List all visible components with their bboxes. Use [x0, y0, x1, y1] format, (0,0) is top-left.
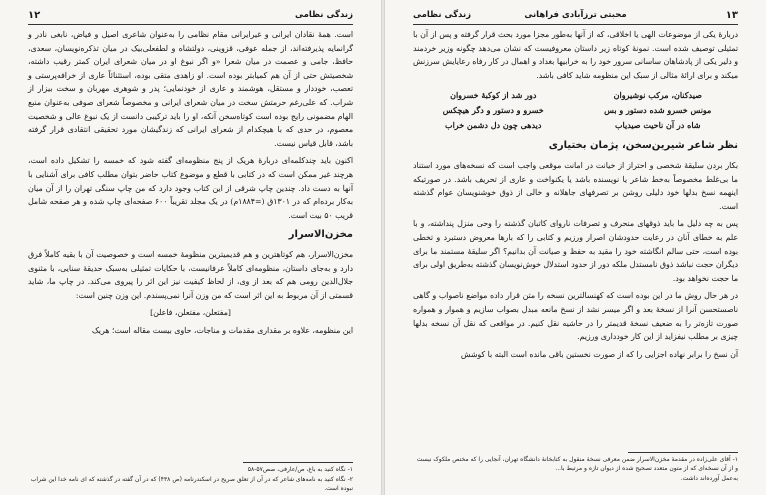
- verse-hemistich: دیدهی چون دل دشمن خراب: [445, 120, 542, 131]
- verse-hemistich: صیدکنان، مرکب نوشیروان: [613, 90, 702, 101]
- left-page: [0, 0, 381, 495]
- paragraph: است. همهٔ نقادان ایرانی و غیرایرانی مقام نظامی را به‌عنوان شاعری اصیل و فیاض، نابغی نادر و گرانمایه پذیرفته‌اند، از جمله عوفی، قزوینی، دولتشاه و لطفعلی‌بیک در میان تذکره‌نویسان، سعدی، حافظ، جامی و عصمت در میان شعرا «و اگر نبوغ او در میان شعرای ایران کمتر رقیب داشته، شخصیتش حتی از آن هم کمیابتر بوده است. او زاهدی متقی بوده، استثنائاً عاری از خرافه‌پرستی و تعصب، خوددار و مستقل، هوشمند و عاری از خودنمایی؛ پدر و شوهری مهربان و سخت بیزار از شراب. که علی‌رغم حرمتش سخت در میان شعرای ایرانی و مخصوصاً شعرای صوفی به‌عنوان منبع الهام مضمونی رایج بوده است کوتاه‌سخن آنکه، او را باید ترکیبی دانست از یک نبوغ عالی و شخصیت معصوم، در حدی که با هیچکدام از شعرای ایرانی که زندگیشان مورد تحقیقی انتقادی قرار گرفته باشد، قابل قیاس نیست.: [28, 30, 353, 148]
- page-header: [28, 8, 353, 22]
- paragraph: مخزن‌الاسرار، هم کوتاهترین و هم قدیمیترین منظومهٔ خمسه است و خصوصیت آن با بقیه کاملاً فرق دارد و به‌جای داستان، منظومه‌ای کاملاً عرفانیست، با حکایات تمثیلی به‌سبک حدیقهٔ سنایی، با مثنوی جلال‌الدین رومی هم که بعد از وی، از لحاظ کیفیت نیز این اثر را پیروی می‌کند. در چاپ ما، شاید قسمتی از آن مربوط به این اثر است که من وزن آنرا نمی‌پسندم. این وزن چنین است:: [28, 249, 353, 300]
- poem-verses: [423, 88, 728, 133]
- section-heading: مخزن‌الاسرار: [288, 229, 353, 241]
- paragraph: این منظومه، علاوه بر مقداری مقدمات و مناجات، حاوی بیست مقاله است؛ هریک: [91, 325, 353, 335]
- page-number: ۱۲: [28, 9, 41, 21]
- page-header: [413, 8, 738, 22]
- paragraph: در هر حال روش ما در این بوده است که کهنسالترین نسخه را متن قرار داده مواضع ناصواب و گاهی ناصستحسن آنرا از نسخهٔ بعد و اگر میسر نشد از نسخ مانعه مبدل بصواب سازیم و هموار و همواره صورت تازه‌تر را به ضعیف نسخهٔ قدیمتر را در حاشیه نقل کنیم. در مواقعی که نقل آن نسخه بدلها چیزی بر مطلب نیفزاید از این کار خودداری ورزیم.: [413, 291, 738, 342]
- paragraph: پس به چه دلیل ما باید ذوقهای منحرف و تصرفات ناروای کاتبان گذشته را وحی منزل پنداشته، و با علم به خطای آنان در رعایت حدودشان اصرار ورزیم و کتابی را که بارها معروض دستبرد و تخطی بوده است، حتی سالم انگاشته خود را مقید به حفظ و صیانت آن بدانیم؟ اگر سلیقهٔ مستمند ما برای دیگران حجت نباشد ذوق نامستدل ملکه دور از حدود استدلال خوش‌نویسان گذشته به‌طریق اولی برای ما حجت نخواهد بود.: [413, 219, 738, 283]
- paragraph: اکنون باید چندکلمه‌ای دربارهٔ هریک از پنج منظومه‌ای گفته شود که خمسه را تشکیل داده است، هرچند غیر ممکن است که در کتابی با قطع و موضوع کتاب حاضر بتوان مطلب کافی برای آشنایی با آنها به دست داد. چندین چاپ شرقی از این کتاب وجود دارد که من چاپ سنگی تهران را از آن میان به‌کار برده‌ام که در ۱۳۰۱ق (=۱۸۸۴م) در یک مجلد تقریباً ۶۰۰ صفحه‌ای چاپ شده و هر صفحه شامل قریب ۵۰ بیت است.: [28, 156, 353, 220]
- page-body: [28, 28, 353, 341]
- footnote-rule: [628, 452, 738, 453]
- verse-hemistich: مونس خسرو شده دستور و بس: [604, 105, 712, 116]
- footnotes: [28, 465, 353, 494]
- page-body: [413, 28, 738, 365]
- footnote: ۱- آقای علی‌زاده در مقدمهٔ مخزن‌الاسرار ضمن معرفی نسخهٔ منقول به کتابخانهٔ دانشگاه تهران، آنجایی را که مختص ملکوک نیست و از آن نسخه‌ای که از متون متعدد تصحیح شده از دیوان تازه و مرتبط با...: [416, 456, 738, 472]
- page-number: ۱۳: [725, 9, 738, 21]
- verse-hemistich: دور شد از کوکبهٔ خسروان: [450, 90, 537, 101]
- running-title: زندگی نظامی: [294, 10, 353, 20]
- footnote: ۲- نگاه کنید به نامه‌های شاعر که در آن از تعلق صریح در اسکندرنامه (ص ۴۳۸) که در آن گفته در گذشته که ای نامه خدا این شراب نبوده است.: [30, 476, 353, 492]
- verse-hemistich: خسرو و دستور و دگر هیچکس: [442, 105, 544, 116]
- footnote: به‌عمل آورده‌اند داشت.: [680, 475, 738, 482]
- verse-hemistich: شاه در آن ناحیت صیدیاب: [615, 120, 701, 131]
- paragraph: بکار بردن سلیقهٔ شخصی و احتراز از خیانت در امانت موقعی واجب است که نسخه‌های مورد استناد ما بی‌غلط مخصوصاً به‌خط شاعر یا نویسنده باشد یا یکنواخت و عاری از تحریف باشد. در صورتیکه اینهمه نسخ بدلها خود دلیلی روشن بر تصرفهای جاهلانه و خالی از ذوق خوشنویسان عوام گذشته است.: [413, 160, 738, 211]
- header-rule: [28, 24, 353, 25]
- right-page: [385, 0, 766, 495]
- footnotes: [413, 455, 738, 484]
- footnote-rule: [243, 462, 353, 463]
- meter-formula: [مفتعلن، مفتعلن، فاعلن]: [150, 308, 231, 318]
- paragraph: آن نسخ را برابر نهاده اجزایی را که از صورت نخستین باقی مانده است البته با کوشش: [460, 349, 738, 359]
- running-title: زندگی نظامی: [413, 10, 472, 20]
- section-heading: نظر شاعر شیرین‌سخن، پژمان بختیاری: [548, 140, 738, 152]
- header-rule: [413, 24, 738, 25]
- paragraph: دربارهٔ یکی از موضوعات الهی یا اخلاقی، که از آنها به‌طور مجزا مورد بحث قرار گرفته و پس از آن با تمثیلی توصیف شده است. نمونهٔ کوتاه زیر داستان معروفیست که نشان می‌دهد چگونه وزیر خردمند و دلیر یکی از پادشاهان ساسانی سرور خود را به خرابیها بغداد و اهمال در کار رفاه رعایایش سرزنش میکند و برای ارائهٔ مثالی از سبک این منظومه شاید کافی باشد.: [413, 30, 738, 80]
- footnote: ۱- نگاه کنید به باغ، ص/عارفی، صص۵۷-۵۸: [247, 466, 353, 473]
- running-title-center: محبتی ترزآبادی فراهانی: [524, 10, 627, 20]
